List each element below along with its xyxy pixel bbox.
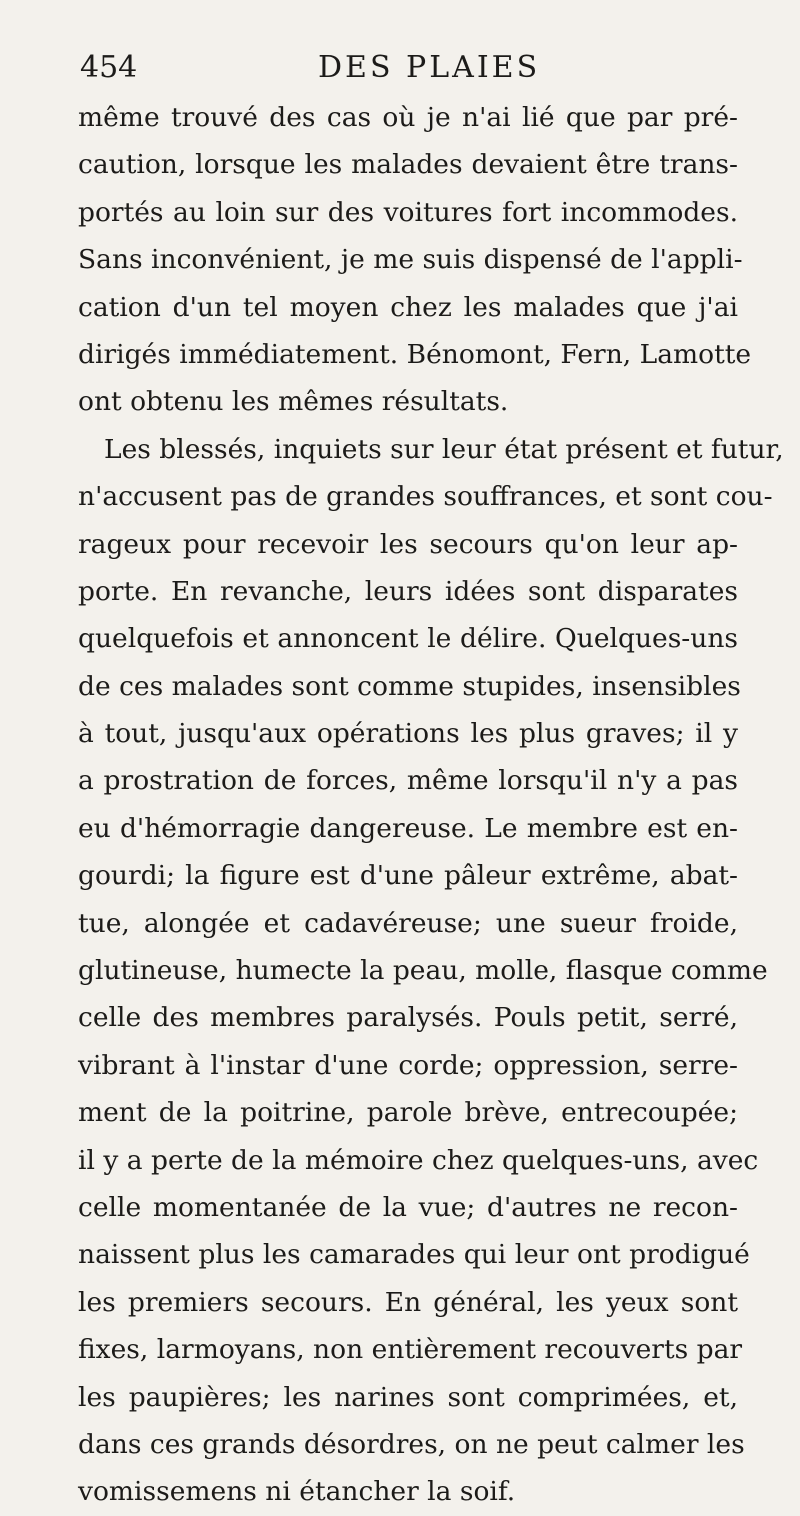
paragraph-start-line: Les blessés, inquiets sur leur état présent et futur, (104, 433, 784, 465)
text-line: quelquefois et annoncent le délire. Quelques-uns (78, 623, 738, 655)
text-line: tue, alongée et cadavéreuse; une sueur froide, (78, 907, 738, 939)
text-line: celle des membres paralysés. Pouls petit, serré, (78, 1002, 738, 1034)
text-line: celle momentanée de la vue; d'autres ne recon- (78, 1191, 738, 1223)
text-line: glutineuse, humecte la peau, molle, flasque comme (78, 955, 768, 987)
page-number: 454 (80, 50, 138, 85)
body-text (78, 94, 784, 1516)
text-line: de ces malades sont comme stupides, insensibles (78, 670, 741, 702)
text-line: porte. En revanche, leurs idées sont disparates (78, 575, 738, 607)
text-line: portés au loin sur des voitures fort incommodes. (78, 196, 738, 228)
text-line: ont obtenu les mêmes résultats. (78, 386, 509, 418)
text-line: même trouvé des cas où je n'ai lié que par pré- (78, 102, 738, 133)
text-line: Sans inconvénient, je me suis dispensé de l'appli- (78, 244, 743, 276)
text-line: dirigés immédiatement. Bénomont, Fern, Lamotte (78, 338, 752, 370)
text-line: fixes, larmoyans, non entièrement recouverts par (78, 1334, 743, 1366)
text-line: cation d'un tel moyen chez les malades que j'ai (78, 291, 738, 323)
text-line: dans ces grands désordres, on ne peut calmer les (78, 1428, 745, 1460)
running-title: DES PLAIES (318, 50, 541, 85)
text-line: gourdi; la figure est d'une pâleur extrême, abat- (78, 860, 738, 892)
text-line: a prostration de forces, même lorsqu'il n'y a pas (78, 765, 738, 797)
text-line: vibrant à l'instar d'une corde; oppression, serre- (78, 1049, 738, 1081)
text-line: ment de la poitrine, parole brève, entrecoupée; (78, 1097, 738, 1129)
text-line: les paupières; les narines sont comprimées, et, (78, 1381, 738, 1413)
text-line: naissent plus les camarades qui leur ont prodigué (78, 1239, 750, 1271)
text-line: à tout, jusqu'aux opérations les plus graves; il y (78, 718, 738, 750)
text-line: vomissemens ni étancher la soif. (78, 1476, 516, 1508)
text-line: rageux pour recevoir les secours qu'on leur ap- (78, 528, 738, 560)
text-line: caution, lorsque les malades devaient être trans- (78, 149, 738, 181)
page-header (80, 48, 730, 88)
text-line: eu d'hémorragie dangereuse. Le membre est en- (78, 812, 738, 844)
text-line: les premiers secours. En général, les yeux sont (78, 1286, 738, 1318)
text-line: n'accusent pas de grandes souffrances, et sont cou- (78, 481, 773, 513)
text-line: il y a perte de la mémoire chez quelques-uns, avec (78, 1144, 759, 1176)
